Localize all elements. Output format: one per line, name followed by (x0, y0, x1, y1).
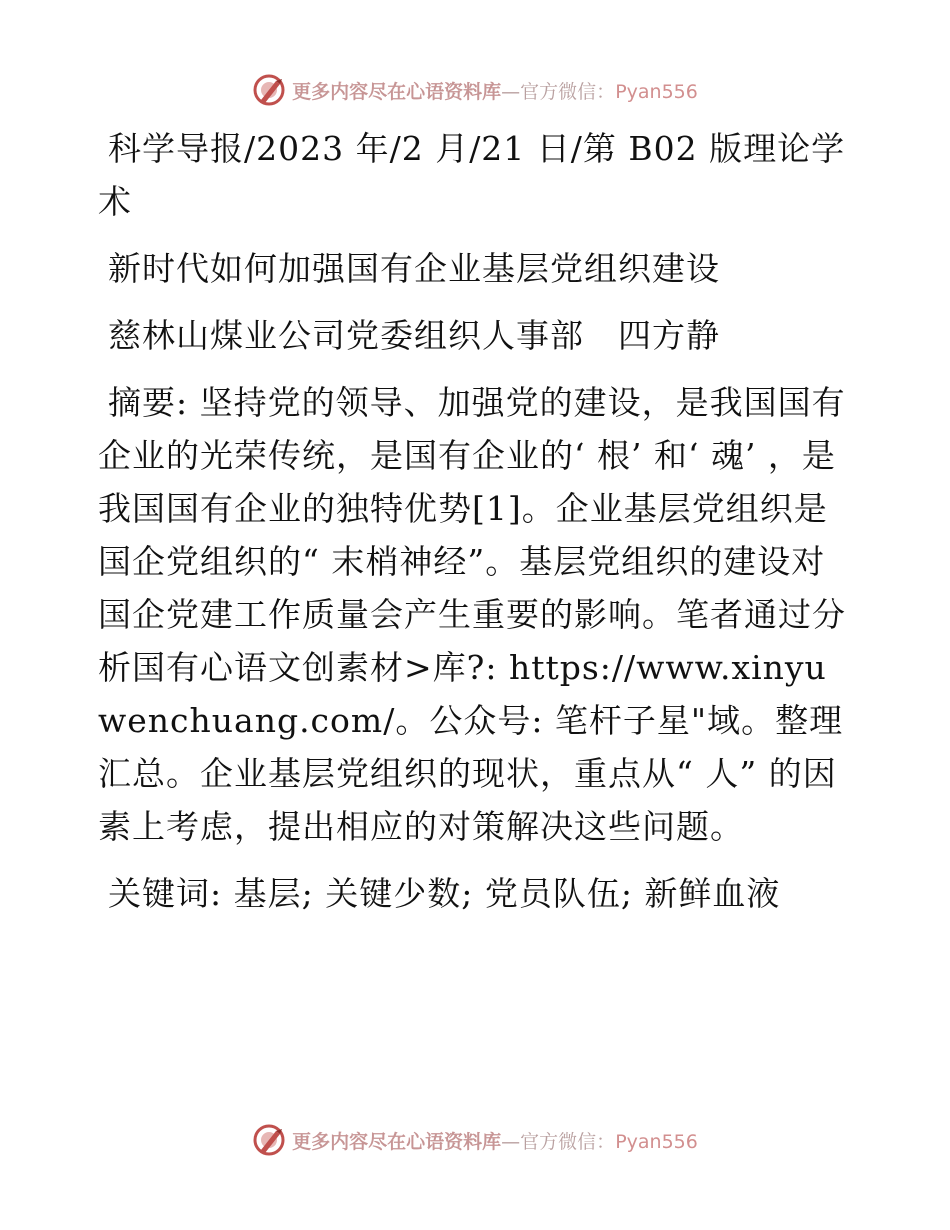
source-line: 科学导报/2023 年/2 月/21 日/第 B02 版理论学术 (98, 129, 846, 221)
document-body (98, 122, 850, 938)
watermark-footer (0, 1120, 950, 1160)
pen-logo-icon (252, 1123, 286, 1157)
watermark-dash: — (501, 1130, 521, 1153)
watermark-dash: — (501, 80, 521, 103)
watermark-text (292, 1127, 698, 1154)
author-line: 慈林山煤业公司党委组织人事部 四方静 (108, 316, 720, 355)
article-title: 新时代如何加强国有企业基层党组织建设 (108, 249, 720, 288)
watermark-id: Pyan556 (615, 80, 698, 103)
watermark-sub-text: 官方微信： (520, 1130, 616, 1153)
watermark-id: Pyan556 (615, 1130, 698, 1153)
watermark-main-text: 更多内容尽在心语资料库 (292, 80, 502, 103)
watermark-main-text: 更多内容尽在心语资料库 (292, 1130, 502, 1153)
pen-logo-icon (252, 73, 286, 107)
watermark-text (292, 77, 698, 104)
watermark-header (0, 70, 950, 110)
keywords-line: 关键词: 基层; 关键少数; 党员队伍; 新鲜血液 (108, 874, 781, 913)
watermark-sub-text: 官方微信： (520, 80, 616, 103)
abstract-paragraph: 摘要: 坚持党的领导、加强党的建设，是我国国有企业的光荣传统，是国有企业的‘ 根’ 和‘ 魂’ ，是我国国有企业的独特优势[1]。企业基层党组织是国企党组织的“ 末梢神经”。基层党组织的建设对国企党建工作质量会产生重要的影响。笔者通过分析国有心语文创素材>库?: https://www.xinyuwenchuang.com/。公众号: 笔杆子星"域。整理汇总。企业基层党组织的现状，重点从“ 人” 的因素上考虑，提出相应的对策解决这些问题。 (98, 383, 846, 846)
